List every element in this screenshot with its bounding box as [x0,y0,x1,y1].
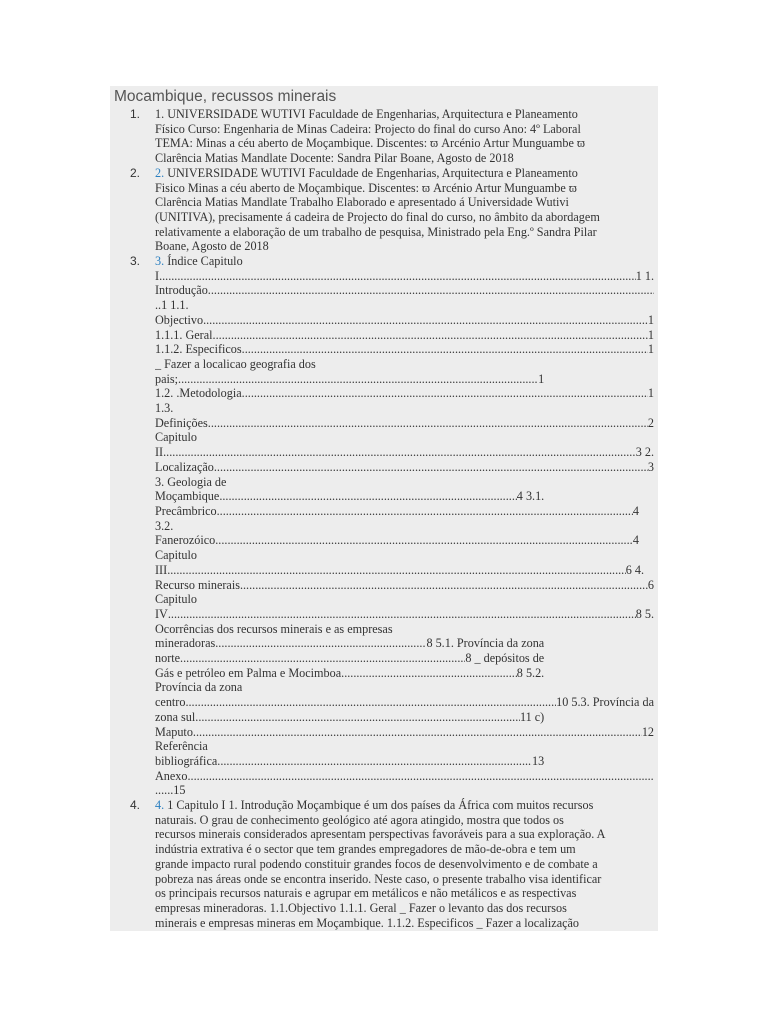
text-line: naturais. O grau de conhecimento geológico até agora atingido, mostra que todos os [155,812,564,827]
toc-entry: Definições ..... 2 [155,416,654,431]
toc-entry: Introdução ..... [155,283,654,298]
page-link[interactable]: 2. [155,165,165,180]
toc-entry: Recurso minerais ..... 6 [155,578,654,593]
text-line: 4. 1 Capitulo I 1. Introdução Moçambique é um dos países da África com muitos recursos [155,798,594,813]
text-line: os principais recursos naturais e agrupar em metálicos e não metálicos e as respectivas [155,886,577,901]
text-line: minerais e empresas mineras em Moçambique. 1.1.2. Especificos _ Fazer a localização [155,915,580,930]
toc-entry: 1.3. [155,401,174,416]
text-line: Boane, Agosto de 2018 [155,239,269,254]
page-link[interactable]: 3. [155,254,165,269]
page-item [110,254,658,798]
toc-entry: Capitulo [155,548,197,563]
item-number: 4. [130,798,141,813]
item-number: 3. [130,254,141,269]
text-line: recursos minerais considerados apresentam perspectivas favoráveis para a sua exploração. A [155,827,606,842]
toc-entry: ......15 [155,783,186,798]
toc-entry: 1.1.1. Geral ..... 1 [155,328,654,343]
text-line: Fisico Minas a céu aberto de Moçambique. Discentes: ϖ Arcénio Artur Munguambe ϖ [155,180,577,195]
toc-entry: Localização ..... 3 [155,460,654,475]
page-item [110,798,658,930]
text-line: Físico Curso: Engenharia de Minas Cadeira: Projecto do final do curso Ano: 4º Laboral [155,121,581,136]
toc-entry: Referência [155,739,208,754]
toc-entry: bibliográfica ..... 13 [155,754,544,769]
toc-entry: norte ..... 8 _ depósitos de [155,651,544,666]
toc-entry: zona sul ..... 11 c) [155,710,544,725]
text-line: pobreza nas áreas onde se encontra inserido. Neste caso, o presente trabalho visa identificar [155,871,602,886]
toc-entry: Fanerozóico ..... 4 [155,533,639,548]
item-number: 2. [130,165,141,180]
toc-entry: _ Fazer a localicao geografia dos [155,356,316,371]
toc-entry: Província da zona [155,680,243,695]
text-line: indústria extrativa é o sector que tem grandes empregadores de mão-de-obra e tem um [155,842,576,857]
toc-entry: Objectivo ..... 1 [155,313,654,328]
text-line: Clarência Matias Mandlate Docente: Sandra Pilar Boane, Agosto de 2018 [155,151,514,166]
toc-entry: pais; ..... 1 [155,372,544,387]
page-item [110,166,658,254]
toc-entry: Anexo ..... [155,769,654,784]
toc-entry: 1.2. .Metodologia ..... 1 [155,386,654,401]
toc-entry: ..1 1.1. [155,298,189,313]
toc-entry: Precâmbrico ..... 4 [155,504,639,519]
page-list [110,107,658,930]
text-line: grande impacto rural podendo constituir grandes focos de desenvolvimento e de combate a [155,856,598,871]
toc-entry: Ocorrências dos recursos minerais e as empresas [155,621,393,636]
text-line: relativamente a elaboração de um trabalho de pesquisa, Ministrado pela Eng.º Sandra Pilar [155,224,597,239]
text-line: Clarência Matias Mandlate Trabalho Elaborado e apresentado á Universidade Wutivi [155,195,569,210]
text-line: (UNITIVA), precisamente á cadeira de Projecto do final do curso, no âmbito da abordagem [155,209,600,224]
toc-entry: Capitulo [155,592,197,607]
toc-entry: 3. Geologia de [155,474,227,489]
toc-entry: Maputo ..... 12 [155,725,654,740]
toc-entry: centro ..... 10 5.3. Província da [155,695,654,710]
page-item [110,107,658,166]
toc-entry: Moçambique ..... 4 3.1. [155,489,544,504]
toc-entry: 1.1.2. Especificos ..... 1 [155,342,654,357]
toc-heading: 3. Índice Capitulo [155,254,243,269]
text-line: 2. UNIVERSIDADE WUTIVI Faculdade de Engenharias, Arquitectura e Planeamento [155,165,578,180]
toc-entry: mineradoras ..... 8 5.1. Província da zona [155,636,544,651]
toc-entry: Gás e petróleo em Palma e Mocimboa ..... 8 5.2. [155,666,544,681]
toc-entry: I ..... 1 1. [155,269,654,284]
toc-entry: III ..... 6 4. [155,563,644,578]
document-title: Mocambique, recussos minerais [114,88,337,105]
page-link[interactable]: 4. [155,798,165,813]
toc-entry: 3.2. [155,518,174,533]
item-number: 1. [130,107,141,121]
document-page [110,86,658,931]
text-line: empresas mineradoras. 1.1.Objectivo 1.1.1. Geral _ Fazer o levanto das dos recursos [155,900,567,915]
text-line: 1. UNIVERSIDADE WUTIVI Faculdade de Engenharias, Arquitectura e Planeamento [155,107,578,121]
text-line: TEMA: Minas a céu aberto de Moçambique. Discentes: ϖ Arcénio Artur Munguambe ϖ [155,136,585,151]
toc-entry: II ..... 3 2. [155,445,654,460]
toc-entry: Capitulo [155,430,197,445]
toc-entry: IV ..... 8 5. [155,607,654,622]
